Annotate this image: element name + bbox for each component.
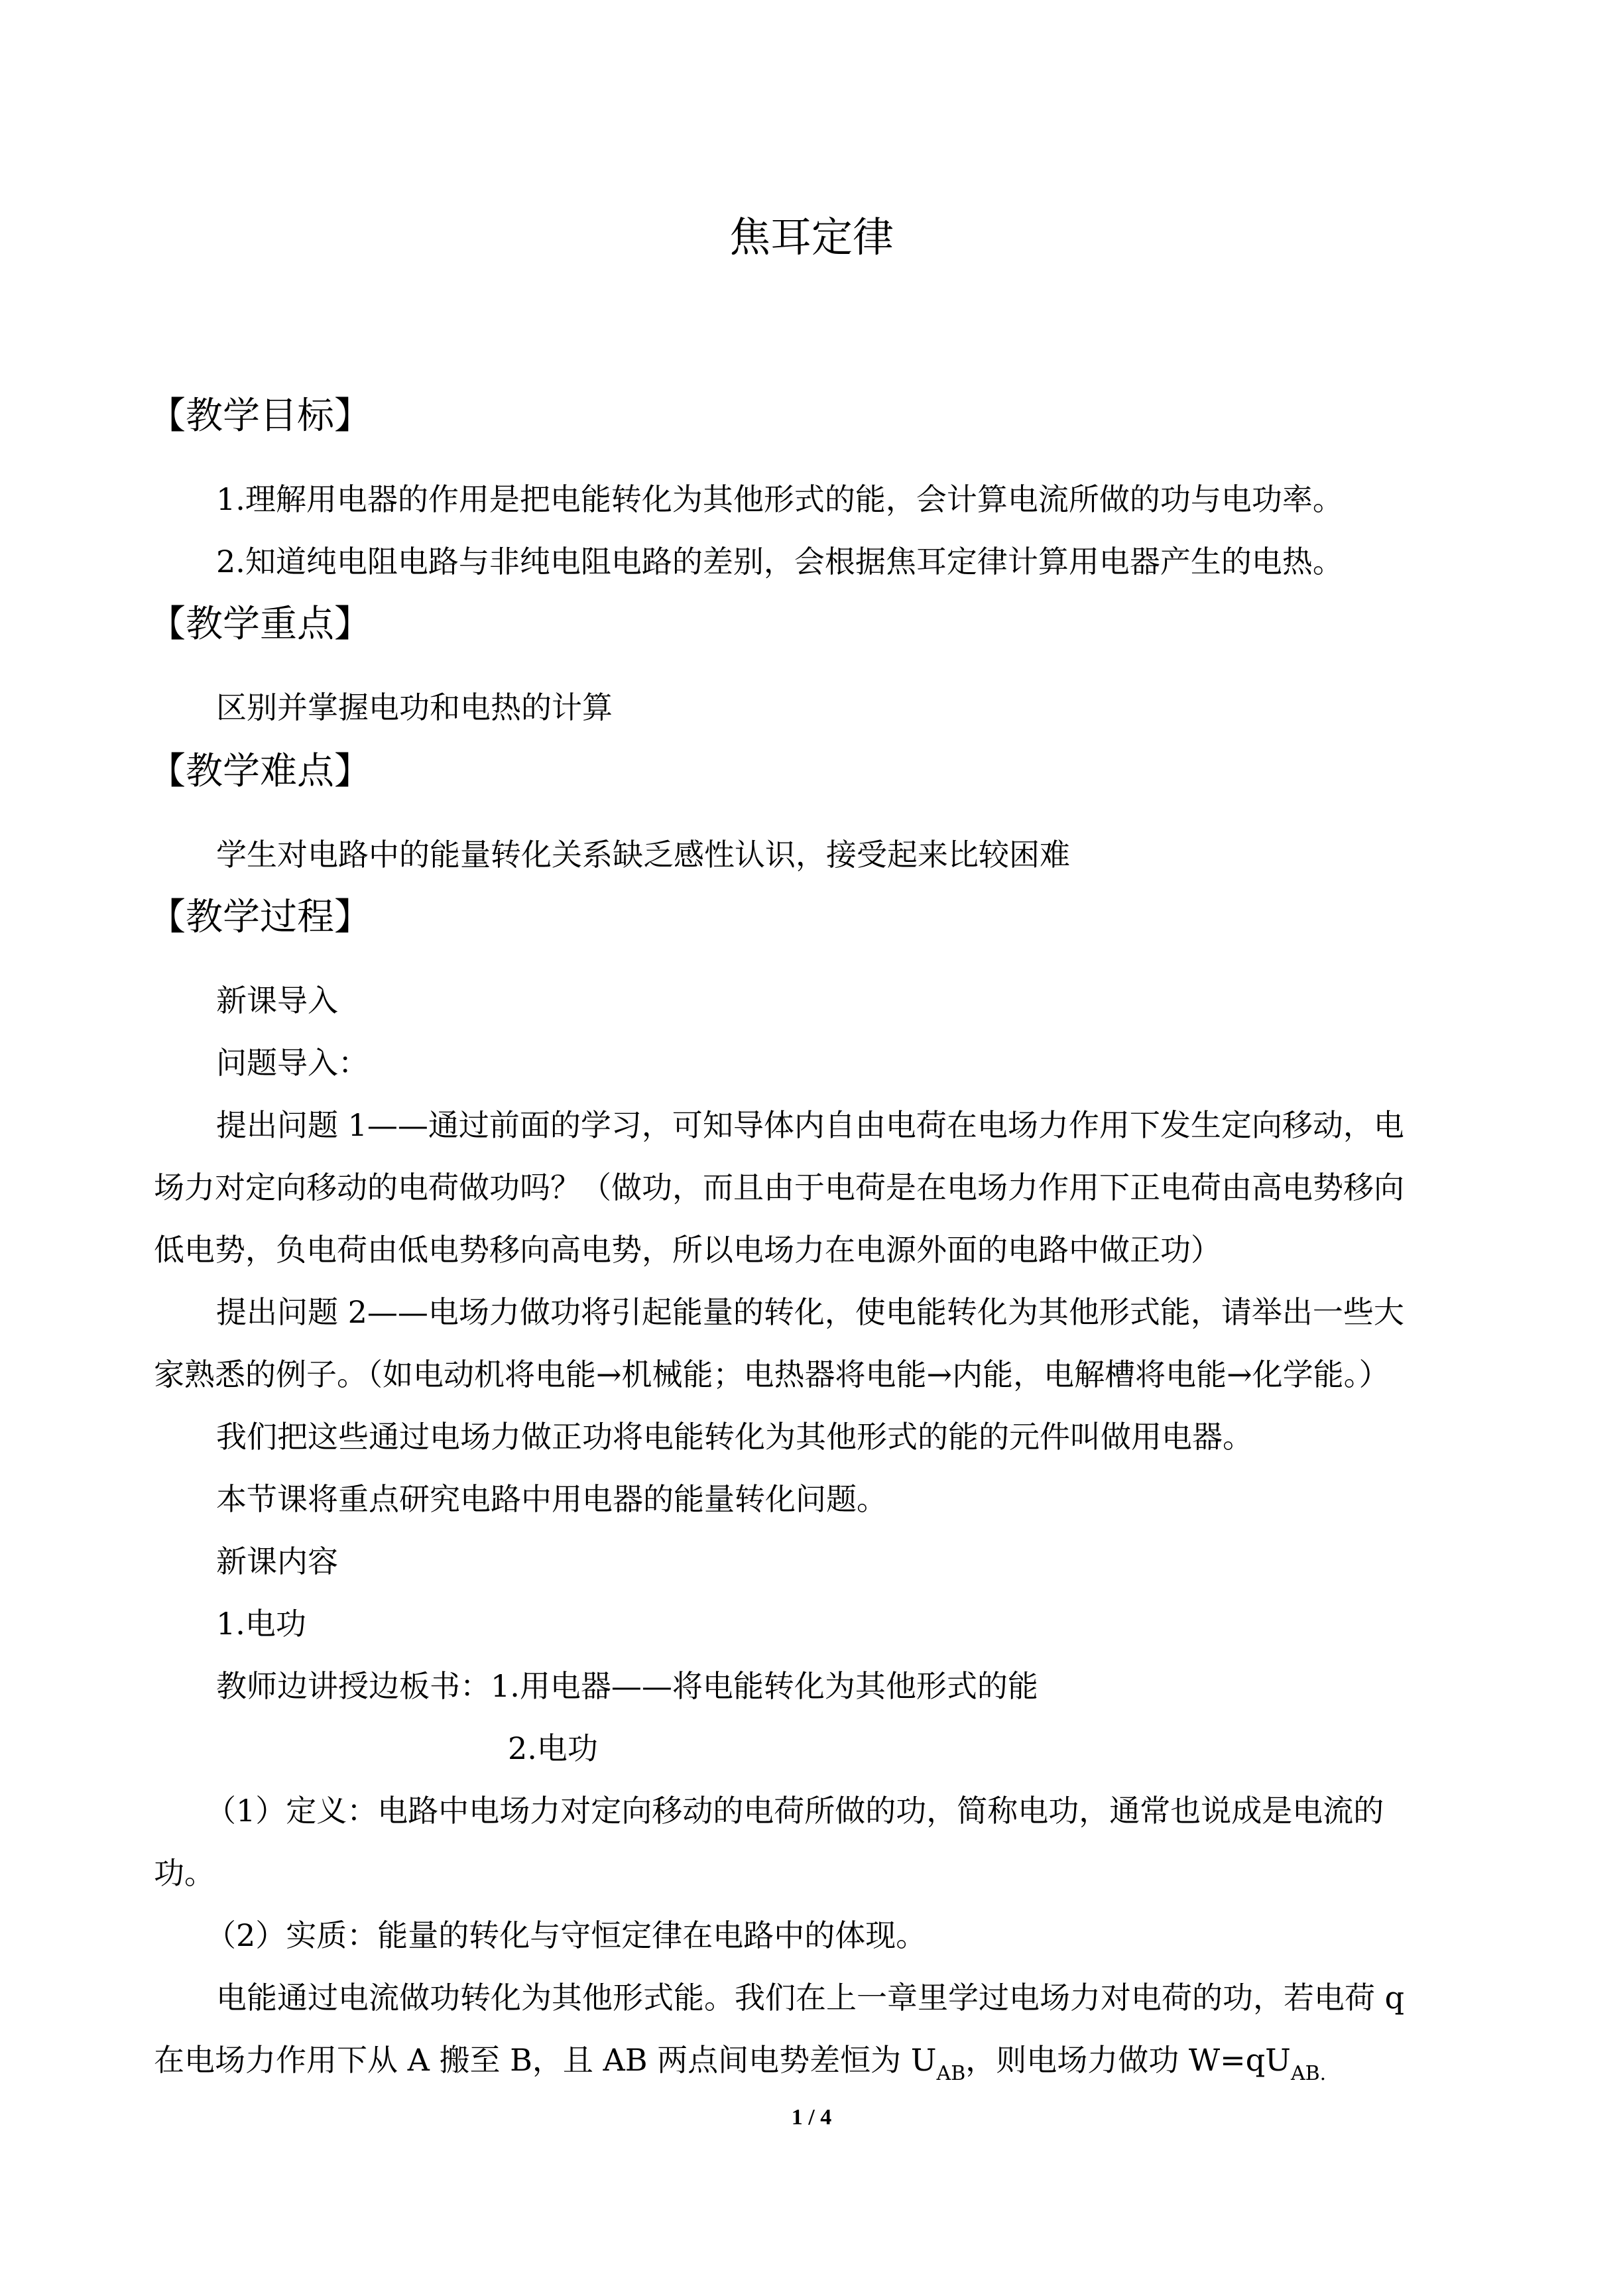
focus-text: 本节课将重点研究电路中用电器的能量转化问题。 [216,1481,887,1517]
last-line-2 [154,2029,1484,2105]
subscript-ab: AB [936,2062,966,2085]
goal-1: 1.理解用电器的作用是把电能转化为其他形式的能，会计算电流所做的功与电功率。 [216,481,1343,517]
key-text: 区别并掌握电功和电热的计算 [216,690,613,725]
new-content-text: 新课内容 [216,1543,338,1579]
intro-text: 新课导入 [216,983,338,1018]
subscript-ab-end: AB. [1290,2062,1327,2085]
page-number: 1 / 4 [791,2105,832,2130]
board-line-2: 2.电功 [508,1730,598,1766]
difficult-heading: 【教学难点】 [149,750,371,793]
essence-text: （2）实质：能量的转化与守恒定律在电路中的体现。 [206,1917,927,1953]
document-title: 焦耳定律 [729,213,894,261]
q2-line-2: 家熟悉的例子。（如电动机将电能→机械能；电热器将电能→内能，电解槽将电能→化学能。） [154,1357,1390,1392]
question-intro: 问题导入： [216,1045,369,1081]
process-heading: 【教学过程】 [149,896,371,939]
definition-line-1: （1）定义：电路中电场力对定向移动的电荷所做的功，简称电功，通常也说成是电流的 [206,1793,1384,1829]
board-line-1: 教师边讲授边板书：1.用电器——将电能转化为其他形式的能 [216,1668,1038,1704]
definition-line-2: 功。 [154,1855,215,1891]
goal-2: 2.知道纯电阻电路与非纯电阻电路的差别，会根据焦耳定律计算用电器产生的电热。 [216,544,1343,579]
last-line-2-part-b: ，则电场力做功 W=qU [965,2042,1291,2078]
difficult-text: 学生对电路中的能量转化关系缺乏感性认识，接受起来比较困难 [216,837,1070,873]
last-line-2-part-a: 在电场力作用下从 A 搬至 B，且 AB 两点间电势差恒为 U [154,2042,937,2078]
q2-line-1: 提出问题 2——电场力做功将引起能量的转化，使电能转化为其他形式能，请举出一些大 [216,1294,1404,1330]
last-line-1: 电能通过电流做功转化为其他形式能。我们在上一章里学过电场力对电荷的功，若电荷 q [216,1980,1405,2016]
key-heading: 【教学重点】 [149,603,371,646]
item-1-text: 1.电功 [216,1606,306,1642]
q1-line-1: 提出问题 1——通过前面的学习，可知导体内自由电荷在电场力作用下发生定向移动，电 [216,1107,1404,1143]
goals-heading: 【教学目标】 [149,394,371,438]
q1-line-2: 场力对定向移动的电荷做功吗？（做功，而且由于电荷是在电场力作用下正电荷由高电势移向 [154,1170,1404,1205]
appliance-text: 我们把这些通过电场力做正功将电能转化为其他形式的能的元件叫做用电器。 [216,1419,1253,1455]
q1-line-3: 低电势，负电荷由低电势移向高电势，所以电场力在电源外面的电路中做正功） [154,1232,1221,1268]
